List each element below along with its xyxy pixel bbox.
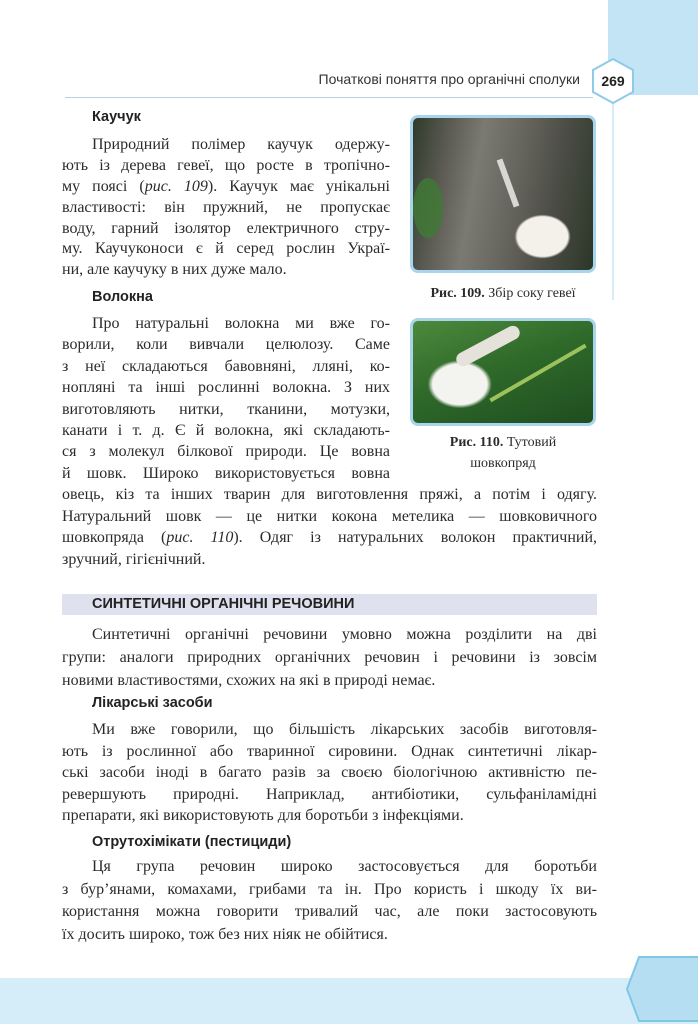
- paragraph-volokna: [62, 313, 390, 484]
- figure-109-label: Рис. 109.: [430, 286, 485, 301]
- heading-volokna: Волокна: [92, 289, 153, 305]
- text-line: канати і т. д. Є й волокна, які складають-: [62, 421, 390, 439]
- paragraph-kauchuk: [62, 135, 390, 281]
- text-line: Синтетичні органічні речовини умовно можна розділити на дві: [92, 626, 597, 643]
- heading-pesticides: Отрутохімікати (пестициди): [92, 834, 292, 850]
- figure-109-image: [410, 115, 596, 273]
- figure-110-image: [410, 318, 596, 426]
- heading-medicines: Лікарські засоби: [92, 695, 213, 711]
- text-segment: ). Каучук має унікальні: [207, 177, 391, 195]
- paragraph-synthetic: [62, 623, 597, 692]
- text-line: властивості: він пружний, не пропускає: [62, 198, 390, 216]
- figure-110-text-line2: шовкопряд: [470, 456, 536, 471]
- text-line: Ми вже говорили, що більшість лікарських засобів виготовля-: [92, 721, 597, 738]
- text-line: користання можна говорити тривалий час, але поки застосовують: [62, 903, 597, 921]
- text-line: ють із рослинної або тваринної сировини. Однак синтетичні лікар-: [62, 742, 597, 760]
- figure-109-text: Збір соку гевеї: [484, 286, 576, 301]
- text-line: з неї складаються бавовняні, лляні, ко-: [62, 357, 390, 375]
- text-segment: шовкопряда (: [62, 529, 167, 547]
- text-segment: ). Одяг із натуральних волокон практичний,: [233, 529, 598, 547]
- text-line: з бур’янами, комахами, грибами та ін. Про користь і шкоду їх ви-: [62, 880, 597, 898]
- figure-110-text: Тутовий: [503, 435, 557, 450]
- text-line: му. Каучуконоси є й серед рослин Украї-: [62, 240, 390, 258]
- text-line: новими властивостями, схожих на які в природі немає.: [62, 672, 436, 689]
- text-line: препарати, які використовують для боротьби з інфекціями.: [62, 807, 464, 825]
- page-number: 269: [601, 73, 625, 89]
- text-line: нопляні та інші рослинні волокна. З них: [62, 379, 390, 397]
- text-line: їх досить широко, тож без них ніяк не обійтися.: [62, 926, 388, 944]
- text-line: виготовляють нитки, тканини, мотузки,: [62, 400, 390, 418]
- paragraph-volokna-continued: [62, 484, 597, 570]
- text-line: Про натуральні волокна ми вже го-: [92, 315, 390, 332]
- text-segment: му поясі (: [62, 177, 145, 195]
- figure-109-caption: [410, 286, 596, 302]
- text-line: ють із дерева гевеї, що росте в тропічно-: [62, 156, 390, 174]
- text-line: зручний, гігієнічний.: [62, 550, 206, 568]
- paragraph-medicines: [62, 719, 597, 827]
- text-line: ревершують природні. Наприклад, антибіотики, сульфаніламідні: [62, 785, 597, 803]
- footer-hexagon: [625, 955, 698, 1023]
- heading-kauchuk: Каучук: [92, 109, 141, 125]
- header-divider: [65, 97, 593, 98]
- text-line: ни, але каучуку в них дуже мало.: [62, 261, 287, 279]
- text-line: ські засоби іноді в багато разів за своєю біологічною активністю пе-: [62, 764, 597, 782]
- paragraph-pesticides: [62, 856, 597, 947]
- figure-reference: рис. 109: [144, 177, 208, 195]
- figure-110-caption: [410, 432, 596, 474]
- text-line: ся з молекул білкової природи. Це вовна: [62, 443, 390, 461]
- text-line: Природний полімер каучук одержу-: [92, 136, 390, 153]
- margin-line: [612, 100, 614, 300]
- text-line: Натуральний шовк — це нитки кокона метелика — шовковичного: [62, 507, 597, 525]
- text-line: [62, 527, 597, 549]
- text-line: воду, гарний ізолятор електричного стру-: [62, 219, 390, 237]
- text-line: групи: аналоги природних органічних речовин і речовини із зовсім: [62, 649, 597, 666]
- running-title: Початкові поняття про органічні сполуки: [318, 71, 580, 87]
- section-title: СИНТЕТИЧНІ ОРГАНІЧНІ РЕЧОВИНИ: [92, 596, 355, 612]
- text-line: й шовк. Широко використовується вовна: [62, 464, 390, 482]
- text-line: овець, кіз та інших тварин для виготовлення пряжі, а потім і одягу.: [62, 486, 597, 503]
- footer-band: [0, 978, 698, 1024]
- figure-reference: рис. 110: [166, 529, 234, 547]
- text-line: [62, 177, 390, 198]
- text-line: ворили, коли вивчали целюлозу. Саме: [62, 336, 390, 354]
- figure-110-label: Рис. 110.: [449, 435, 504, 450]
- text-line: Ця група речовин широко застосовується для боротьби: [92, 858, 597, 875]
